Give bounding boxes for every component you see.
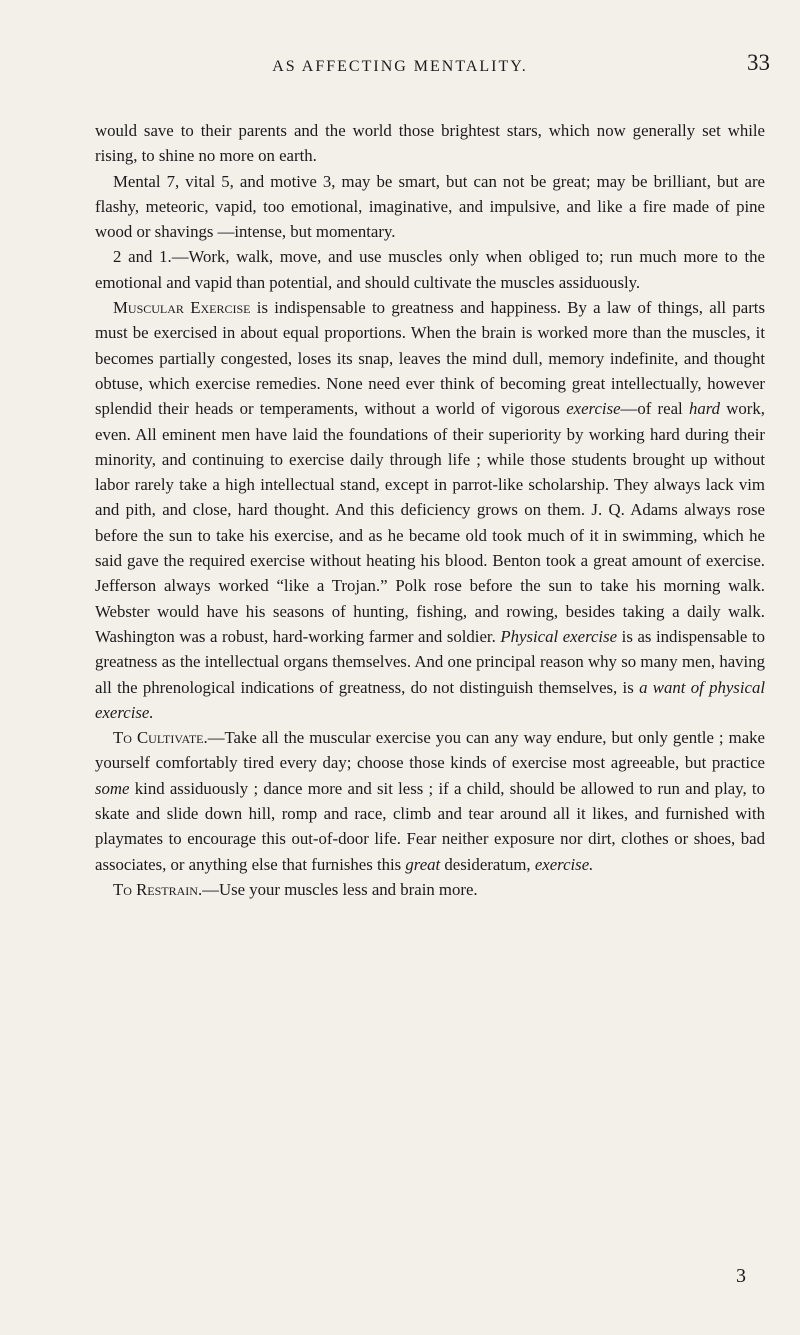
paragraph-2-and-1: 2 and 1.—Work, walk, move, and use muscles only when obliged to; run much more to the emotional and vapid than potential, and should cultivate the muscles assiduously. <box>95 247 765 292</box>
paragraph-to-restrain: To Restrain.—Use your muscles less and brain more. <box>113 879 478 899</box>
page-number: 33 <box>747 50 770 75</box>
paragraph-to-cultivate: To Cultivate.—Take all the muscular exercise you can any way endure, but only gentle ; make yourself comfortably tired every day; choose those kinds of exercise most agreeable, but practice some kind assiduously ; dance more and sit less ; if a child, should be allowed to run and play, to skate and slide down hill, romp and race, climb and tear around all it likes, and furnished with playmates to encourage this out-of-door life. Fear neither exposure nor dirt, clothes or shoes, bad associates, or anything else that furnishes this great desideratum, exercise. <box>95 728 765 874</box>
paragraph-muscular-exercise: Muscular Exercise is indispensable to greatness and happiness. By a law of things, all parts must be exercised in about equal proportions. When the brain is worked more than the muscles, it becomes partially congested, loses its snap, leaves the mind dull, memory indefinite, and thought obtuse, which exercise remedies. None need ever think of becoming great intellectually, however splendid their heads or temperaments, without a world of vigorous exercise—of real hard work, even. All eminent men have laid the foundations of their superiority by working hard during their minority, and continuing to exercise daily through life ; while those students brought up without labor rarely take a high intellectual stand, except in parrot-like scholarship. They always lack vim and pith, and close, hard thought. And this deficiency grows on them. J. Q. Adams always rose before the sun to take his exercise, and as he became old took much of it in swimming, which he said gave the required exercise without heating his blood. Benton took a great amount of exercise. Jefferson always worked “like a Trojan.” Polk rose before the sun to take his morning walk. Webster would have his seasons of hunting, fishing, and rowing, besides taking a daily walk. Washington was a robust, hard-working farmer and soldier. Physical exercise is as indispensable to greatness as the intellectual organs themselves. And one principal reason why so many men, having all the phrenological indications of greatness, do not distinguish themselves, is a want of physical exercise. <box>95 298 766 722</box>
signature-mark: 3 <box>736 1265 746 1287</box>
running-head <box>0 48 800 88</box>
section-lead-muscular-exercise: Muscular Exercise <box>113 298 251 318</box>
running-title: AS AFFECTING MENTALITY. <box>272 58 528 75</box>
section-lead-to-restrain: To Restrain <box>113 879 198 899</box>
body-text <box>95 118 765 902</box>
paragraph-continuation: would save to their parents and the world those brightest stars, which now generally set while rising, to shine no more on earth. <box>95 121 765 166</box>
paragraph-mental-7: Mental 7, vital 5, and motive 3, may be smart, but can not be great; may be brilliant, but are flashy, meteoric, vapid, too emotional, imaginative, and impulsive, and like a fire made of pine wood or shavings —intense, but momentary. <box>95 171 765 242</box>
section-lead-to-cultivate: To Cultivate <box>113 728 204 748</box>
